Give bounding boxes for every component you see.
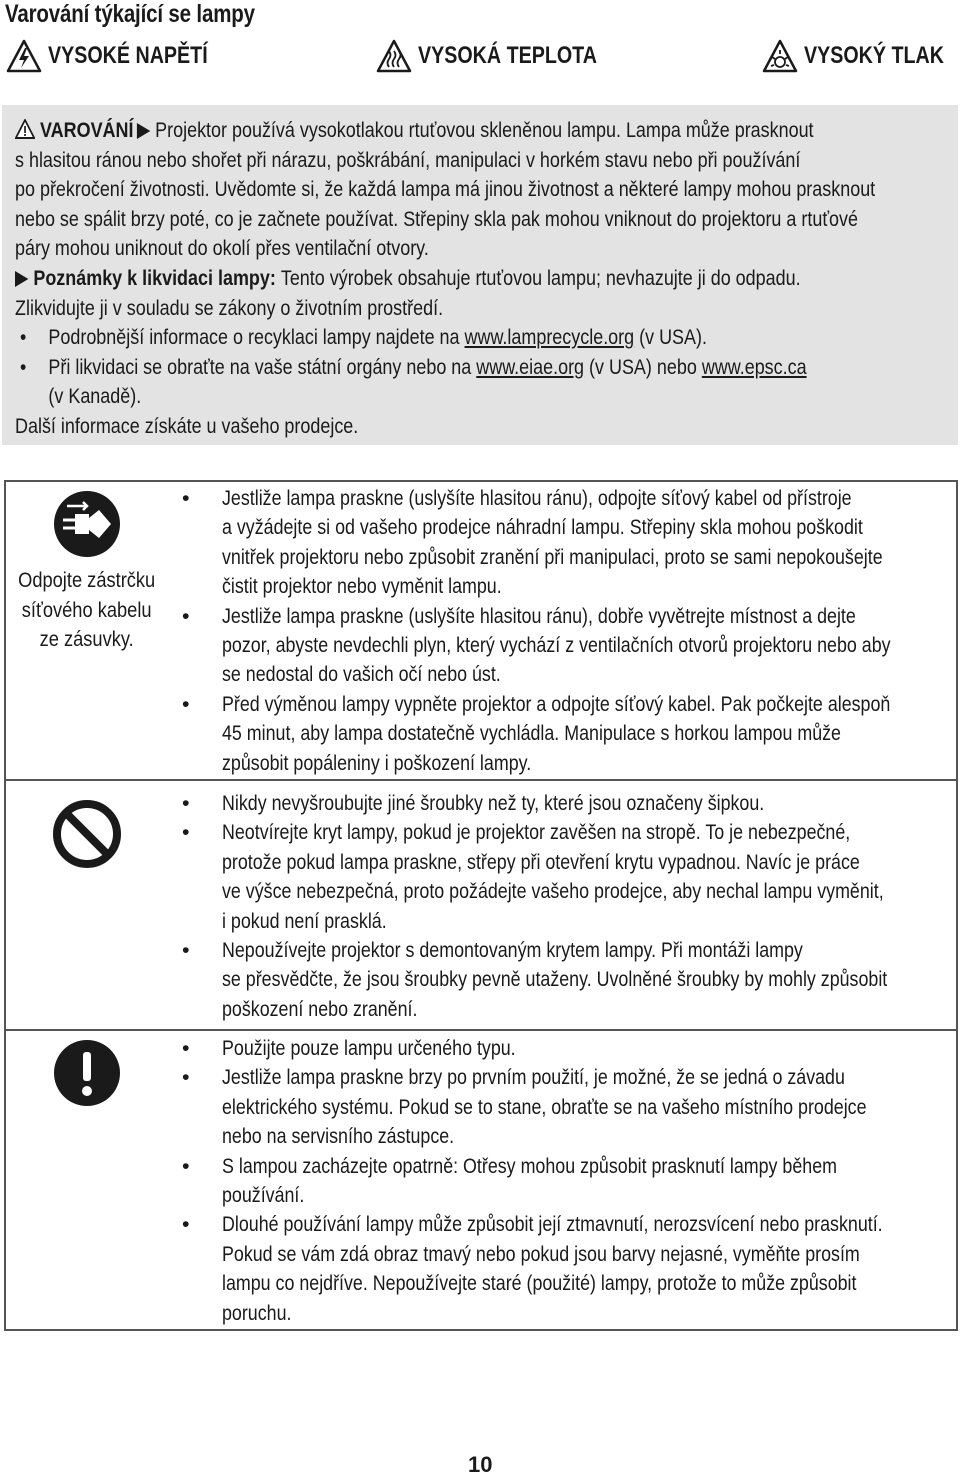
warning-line: VAROVÁNÍ Projektor používá vysokotlakou rtuťovou skleněnou lampu. Lampa může prasknout — [15, 116, 802, 146]
bullet-item: • Jestliže lampa praskne (uslyšíte hlasitou ránu), dobře vyvětrejte místnost a dejte — [174, 602, 960, 631]
warning-heading: VAROVÁNÍ — [40, 118, 134, 142]
bullet-continuation: používání. — [222, 1182, 305, 1207]
bullet-continuation: se přesvědčte, že jsou šroubky pevně utaženy. Uvolněné šroubky by mohly způsobit — [222, 967, 888, 992]
bullet-continuation: protože pokud lampa praskne, střepy při otevření krytu vypadnou. Navíc je práce — [222, 849, 860, 874]
bullet-continuation: pozor, abyste nevdechli plyn, který vychází z ventilačních otvorů projektoru nebo aby — [222, 632, 891, 657]
bullet-item: • S lampou zacházejte opatrně: Otřesy mohou způsobit prasknutí lampy během — [174, 1152, 960, 1181]
warning-box — [2, 105, 958, 445]
high-temperature-icon — [376, 39, 412, 73]
hazard-high-voltage — [6, 36, 243, 76]
bullet-continuation: se nedostal do vašich očí nebo úst. — [222, 662, 501, 687]
bullet-icon: • — [15, 354, 27, 379]
warning-line: Další informace získáte u vašeho prodejce. — [15, 413, 359, 438]
bullet-continuation: Pokud se vám zdá obraz tmavý nebo pokud jsou barvy nejasné, vyměňte prosím — [222, 1241, 860, 1266]
bullet-icon: • — [182, 937, 190, 962]
warning-line: nebo se spálit brzy poté, co je začnete používat. Střepiny skla pak mohou vniknout do projektoru a rtuťové — [15, 206, 859, 231]
bullet-continuation: nebo na servisního zástupce. — [222, 1124, 455, 1149]
bullet-item: • Dlouhé používání lampy může způsobit její ztmavnutí, nerozsvícení nebo prasknutí. — [174, 1210, 960, 1239]
unplug-caption: Odpojte zástrčku síťového kabelu ze zásuvky. — [18, 568, 156, 652]
bullet-item: • Před výměnou lampy vypněte projektor a odpojte síťový kabel. Pak počkejte alespoň — [174, 690, 960, 719]
warning-triangle-icon — [15, 119, 35, 139]
warning-line: Zlikvidujte ji v souladu se zákony o životním prostředí. — [15, 295, 444, 320]
link-epsc[interactable]: www.epsc.ca — [701, 354, 807, 379]
bullet-continuation: (v Kanadě). — [48, 384, 142, 409]
icon-cell — [6, 490, 168, 655]
hazard-label: VYSOKÉ NAPĚTÍ — [48, 42, 208, 69]
bullet-continuation: elektrického systému. Pokud se to stane, obraťte se na vašeho místního prodejce — [222, 1094, 867, 1119]
icon-cell — [6, 1039, 168, 1107]
safety-row-prohibited — [6, 781, 956, 1031]
bullet-continuation: vnitřek projektoru nebo způsobit zranění při manipulaci, proto se sami nepokoušejte — [222, 544, 883, 569]
arrow-right-icon — [15, 271, 28, 287]
warning-line: po překročení životnosti. Uvědomte si, že každá lampa má jinou životnost a některé lampy mohou prasknout — [15, 177, 876, 202]
link-lamprecycle[interactable]: www.lamprecycle.org — [464, 325, 635, 350]
bullet-item: • Nikdy nevyšroubujte jiné šroubky než ty, které jsou označeny šipkou. — [174, 789, 960, 818]
page-title: Varování týkající se lampy — [5, 0, 255, 28]
row-text — [174, 1034, 960, 1328]
hazard-label: VYSOKÝ TLAK — [804, 42, 944, 69]
page-number: 10 — [468, 1452, 493, 1477]
prohibited-icon — [52, 799, 122, 869]
row-text — [174, 789, 960, 1024]
bullet-continuation: 45 minut, aby lampa dostatečně vychládla. Manipulace s horkou lampou může — [222, 721, 841, 746]
bullet-continuation: ve výšce nebezpečná, proto požádejte vašeho prodejce, aby nechal lampu vyměnit, — [222, 879, 884, 904]
bullet-continuation: i pokud není prasklá. — [222, 908, 387, 933]
bullet-continuation: poruchu. — [222, 1300, 292, 1325]
hazard-high-pressure — [762, 36, 960, 76]
bullet-continuation: lampu co nejdříve. Nepoužívejte staré (použité) lampy, protože to může způsobit — [222, 1271, 857, 1296]
bullet-icon: • — [182, 691, 190, 716]
bullet-icon: • — [182, 791, 190, 815]
bullet-icon: • — [182, 1153, 190, 1178]
arrow-right-icon — [137, 123, 150, 139]
bullet-item: • Nepoužívejte projektor s demontovaným krytem lampy. Při montáži lampy — [174, 936, 960, 965]
bullet-icon: • — [182, 603, 190, 628]
icon-cell — [6, 799, 168, 869]
bullet-continuation: poškození nebo zranění. — [222, 996, 418, 1021]
disposal-line: Poznámky k likvidaci lampy: Tento výrobek obsahuje rtuťovou lampu; nevhazujte ji do odpadu. — [15, 264, 802, 294]
bullet-item: • Jestliže lampa praskne (uslyšíte hlasitou ránu), odpojte síťový kabel od přístroje — [174, 484, 960, 513]
warning-line: s hlasitou ránou nebo shořet při nárazu, poškrábání, manipulaci v horkém stavu nebo při používání — [15, 147, 801, 172]
bullet-item: • Použijte pouze lampu určeného typu. — [174, 1034, 960, 1063]
warning-line: páry mohou uniknout do okolí přes ventilační otvory. — [15, 236, 429, 261]
bullet-icon: • — [182, 1036, 190, 1060]
row-text — [174, 484, 960, 778]
safety-row-mandatory — [6, 1031, 956, 1329]
bullet-continuation: a vyžádejte si od vašeho prodejce náhradní lampu. Střepiny skla mohou poškodit — [222, 515, 863, 540]
bullet-icon: • — [182, 486, 190, 510]
unplug-icon — [53, 490, 121, 558]
high-pressure-icon — [762, 39, 798, 73]
bullet-item: • Při likvidaci se obraťte na vaše státní orgány nebo na www.eiae.org (v USA) nebo www.epsc.ca — [15, 353, 802, 383]
exclamation-icon — [53, 1039, 121, 1107]
bullet-item: • Jestliže lampa praskne brzy po prvním použití, je možné, že se jedná o závadu — [174, 1063, 960, 1092]
bullet-icon: • — [182, 820, 190, 845]
bullet-item: • Neotvírejte kryt lampy, pokud je projektor zavěšen na stropě. To je nebezpečné, — [174, 818, 960, 847]
safety-table — [4, 480, 958, 1331]
hazard-high-temperature — [376, 36, 636, 76]
bullet-continuation: způsobit popáleniny i poškození lampy. — [222, 750, 532, 775]
bullet-continuation: čistit projektor nebo vyměnit lampu. — [222, 574, 502, 599]
disposal-heading: Poznámky k likvidaci lampy: — [33, 265, 276, 290]
bullet-icon: • — [182, 1212, 190, 1237]
high-voltage-icon — [6, 39, 42, 73]
bullet-icon: • — [182, 1065, 190, 1090]
hazard-label: VYSOKÁ TEPLOTA — [418, 42, 597, 69]
bullet-item: • Podrobnější informace o recyklaci lampy najdete na www.lamprecycle.org (v USA). — [15, 323, 802, 353]
safety-row-unplug — [6, 482, 956, 781]
bullet-icon: • — [15, 325, 27, 350]
link-eiae[interactable]: www.eiae.org — [476, 354, 585, 379]
